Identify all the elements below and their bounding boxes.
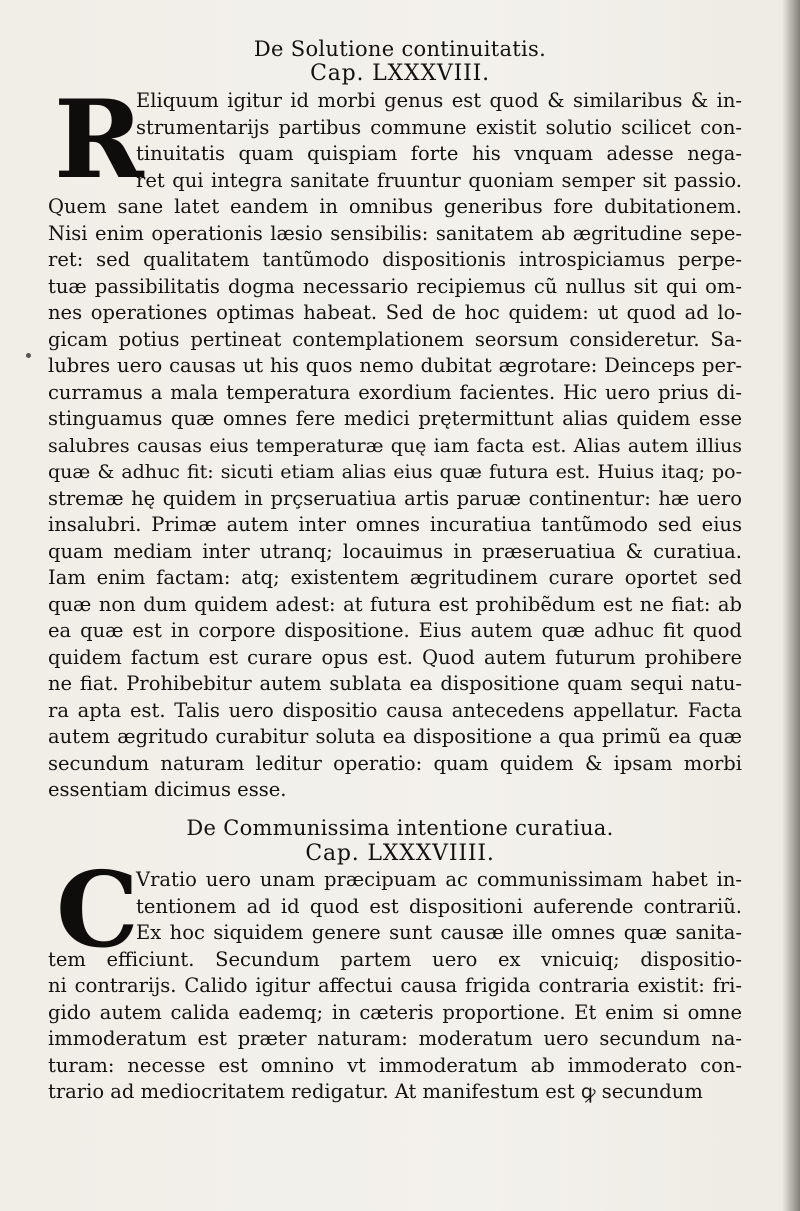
text-line: tuæ passibilitatis dogma necessario recipiemus cũ nullus sit qui om-: [48, 274, 742, 298]
text-line: ra apta est. Talis uero dispositio causa antecedens appellatur. Facta: [48, 698, 742, 722]
text-line: turam: necesse est omnino vt immoderatum ab immoderato con-: [48, 1053, 742, 1077]
text-line: quam mediam inter utranq; locauimus in præseruatiua & curatiua.: [48, 539, 742, 563]
text-line: nes operationes optimas habeat. Sed de hoc quidem: ut quod ad lo-: [48, 301, 742, 324]
text-line: tem efficiunt. Secundum partem uero ex vnicuiq; dispositio-: [48, 947, 742, 971]
body-text: [48, 77, 742, 804]
text-line: Vratio uero unam præcipuam ac communissimam habet in-: [136, 868, 742, 891]
chapter-number: Cap. LXXXVIII.: [310, 61, 490, 86]
page-edge-shadow: [782, 0, 800, 1211]
text-line: gido autem calida eademq; in cæteris proportione. Et enim si omne: [48, 1000, 742, 1024]
text-line: tentionem ad id quod est dispositioni auferende contrariũ.: [136, 894, 742, 918]
text-line: secundum naturam leditur operatio: quam quidem & ipsam morbi: [48, 751, 742, 775]
body-text: [48, 867, 742, 1106]
text-line: quæ & adhuc fit: sicuti etiam alias eius quæ futura est. Huius itaq; po-: [48, 461, 742, 483]
text-line: curramus a mala temperatura exordium facientes. Hic uero prius di-: [48, 380, 742, 404]
text-line: Ex hoc siquidem genere sunt causæ ille omnes quæ sanita-: [136, 921, 742, 944]
chapter-number: Cap. LXXXVIIII.: [305, 841, 495, 866]
text-line: ea quæ est in corpore dispositione. Eius autem quæ adhuc fit quod: [48, 619, 742, 642]
text-line: stinguamus quæ omnes fere medici prętermittunt alias quidem esse: [48, 407, 742, 430]
text-line: Eliquum igitur id morbi genus est quod & similaribus & in-: [136, 89, 742, 112]
drop-cap: C: [56, 848, 139, 971]
text-line: autem ægritudo curabitur soluta ea dispositione a qua primũ ea quæ: [48, 725, 742, 748]
section-heading: De Solutione continuitatis.: [253, 37, 547, 61]
text-line: strumentarijs partibus commune existit solutio scilicet con-: [136, 115, 742, 139]
text-line: tinuitatis quam quispiam forte his vnquam adesse nega-: [136, 142, 742, 165]
text-line: Quem sane latet eandem in omnibus generibus fore dubitationem.: [48, 195, 742, 218]
text-line: quæ non dum quidem adest: at futura est prohibẽdum est ne fiat: ab: [48, 592, 742, 616]
text-line: lubres uero causas ut his quos nemo dubitat ægrotare: Deinceps per-: [48, 354, 742, 377]
ink-speck: [26, 353, 31, 358]
text-line: ni contrarijs. Calido igitur affectui causa frigida contraria existit: fri-: [48, 974, 742, 997]
text-line: stremæ hę quidem in prçseruatiua artis paruæ continentur: hæ uero: [48, 486, 742, 510]
text-line: ret: sed qualitatem tantũmodo dispositionis introspiciamus perpe-: [48, 248, 742, 271]
text-line: ret qui integra sanitate fruuntur quoniam semper sit passio.: [136, 168, 742, 192]
text-line: trario ad mediocritatem redigatur. At manifestum est ꝙ secundum: [48, 1080, 703, 1103]
text-line: quidem factum est curare opus est. Quod autem futurum prohibere: [48, 645, 742, 669]
text-line: immoderatum est præter naturam: moderatum uero secundum na-: [48, 1027, 742, 1050]
text-line: Nisi enim operationis læsio sensibilis: sanitatem ab ægritudine sepe-: [48, 221, 742, 245]
drop-cap: R: [54, 77, 144, 203]
text-line: ne fiat. Prohibebitur autem sublata ea dispositione quam sequi natu-: [48, 672, 742, 695]
text-line: Iam enim factam: atq; existentem ægritudinem curare oportet sed: [48, 566, 742, 589]
section-heading: De Communissima intentione curatiua.: [186, 816, 614, 840]
text-line: essentiam dicimus esse.: [48, 778, 287, 801]
text-line: gicam potius pertineat contemplationem seorsum consideretur. Sa-: [48, 327, 742, 351]
text-line: salubres causas eius temperaturæ quę iam facta est. Alias autem illius: [48, 434, 742, 457]
text-line: insalubri. Primæ autem inter omnes incuratiua tantũmodo sed eius: [48, 513, 742, 536]
